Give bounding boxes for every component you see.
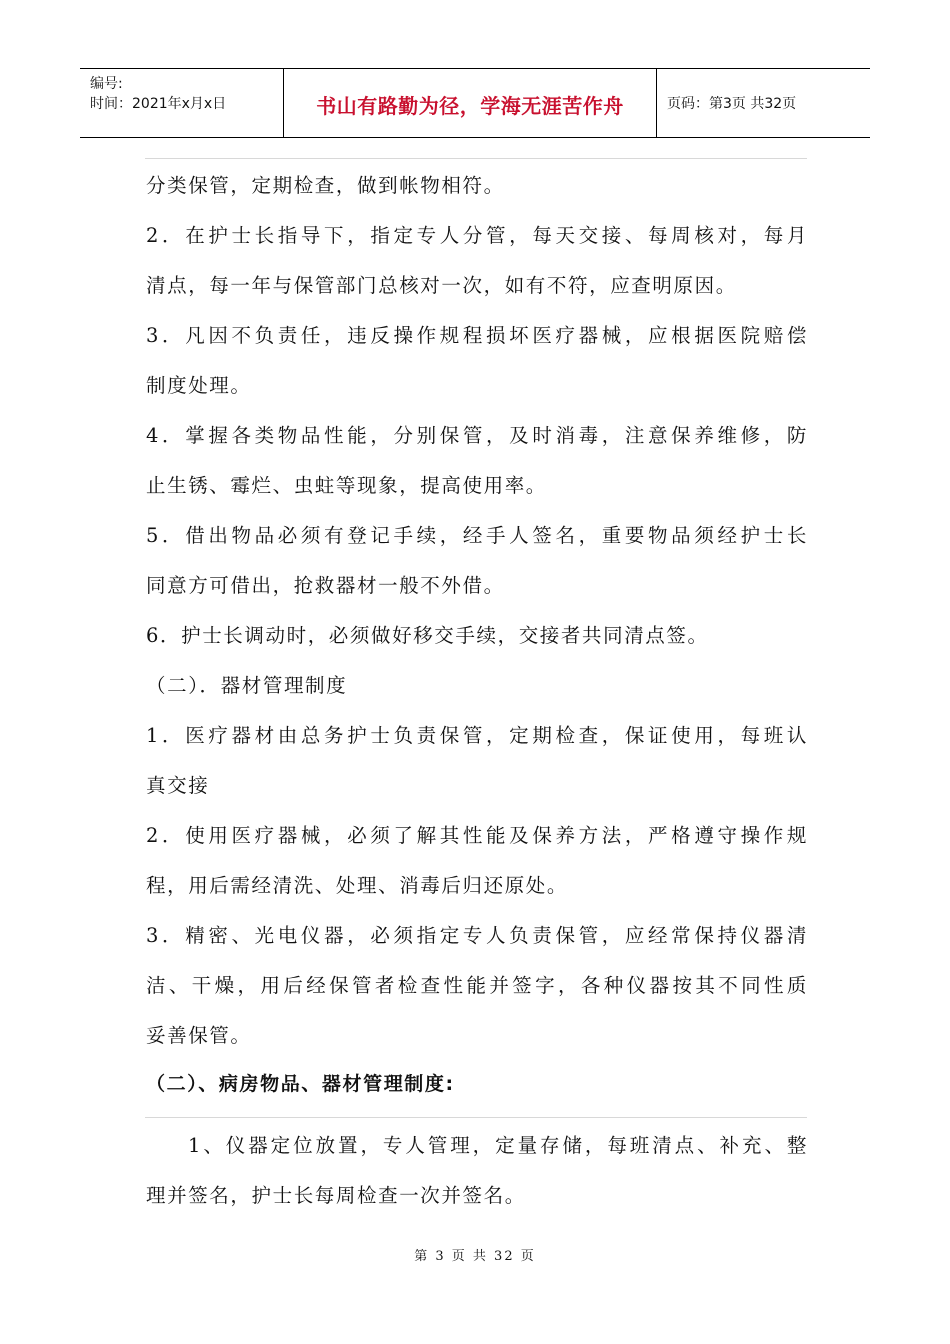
body-line: 止生锈、霉烂、虫蛀等现象，提高使用率。 bbox=[146, 474, 547, 497]
page-footer: 第 3 页 共 32 页 bbox=[414, 1249, 536, 1264]
body-line: 2．使用医疗器械，必须了解其性能及保养方法，严格遵守操作规 bbox=[146, 824, 808, 847]
body-line: 程，用后需经清洗、处理、消毒后归还原处。 bbox=[146, 874, 569, 897]
header-page-info bbox=[657, 69, 870, 137]
body-line: 1．医疗器材由总务护士负责保管，定期检查，保证使用，每班认 bbox=[146, 724, 808, 747]
header-motto-cell bbox=[284, 69, 657, 137]
body-line: 妥善保管。 bbox=[146, 1024, 252, 1047]
body-line: 清点，每一年与保管部门总核对一次，如有不符，应查明原因。 bbox=[146, 274, 737, 297]
page-info: 页码：第3页 共32页 bbox=[667, 96, 797, 112]
section-divider bbox=[145, 1117, 807, 1118]
header-meta bbox=[80, 69, 284, 137]
body-line: 5．借出物品必须有登记手续，经手人签名，重要物品须经护士长 bbox=[146, 524, 808, 547]
motto: 书山有路勤为径，学海无涯苦作舟 bbox=[316, 93, 624, 118]
body-line: 3．凡因不负责任，违反操作规程损坏医疗器械，应根据医院赔偿 bbox=[146, 324, 808, 347]
section-heading-bold: （二）、病房物品、器材管理制度: bbox=[146, 1073, 455, 1095]
body-line: 4．掌握各类物品性能，分别保管，及时消毒，注意保养维修，防 bbox=[146, 424, 808, 447]
body-line: 制度处理。 bbox=[146, 374, 252, 397]
page-header bbox=[80, 68, 870, 138]
section-heading: （二）．器材管理制度 bbox=[146, 674, 348, 697]
time-label: 时间：2021年x月x日 bbox=[90, 96, 227, 112]
body-line: 1、仪器定位放置，专人管理，定量存储，每班清点、补充、整 bbox=[188, 1134, 808, 1157]
top-divider bbox=[145, 158, 807, 159]
body-line: 洁、干燥，用后经保管者检查性能并签字，各种仪器按其不同性质 bbox=[146, 974, 808, 997]
body-line: 3．精密、光电仪器，必须指定专人负责保管，应经常保持仪器清 bbox=[146, 924, 808, 947]
number-label: 编号: bbox=[90, 76, 123, 92]
body-line: 6．护士长调动时，必须做好移交手续，交接者共同清点签。 bbox=[146, 624, 709, 647]
body-line: 分类保管，定期检查，做到帐物相符。 bbox=[146, 174, 505, 197]
body-line: 真交接 bbox=[146, 774, 210, 797]
body-line: 2．在护士长指导下，指定专人分管，每天交接、每周核对，每月 bbox=[146, 224, 808, 247]
body-line: 理并签名，护士长每周检查一次并签名。 bbox=[146, 1184, 526, 1207]
body-line: 同意方可借出，抢救器材一般不外借。 bbox=[146, 574, 505, 597]
